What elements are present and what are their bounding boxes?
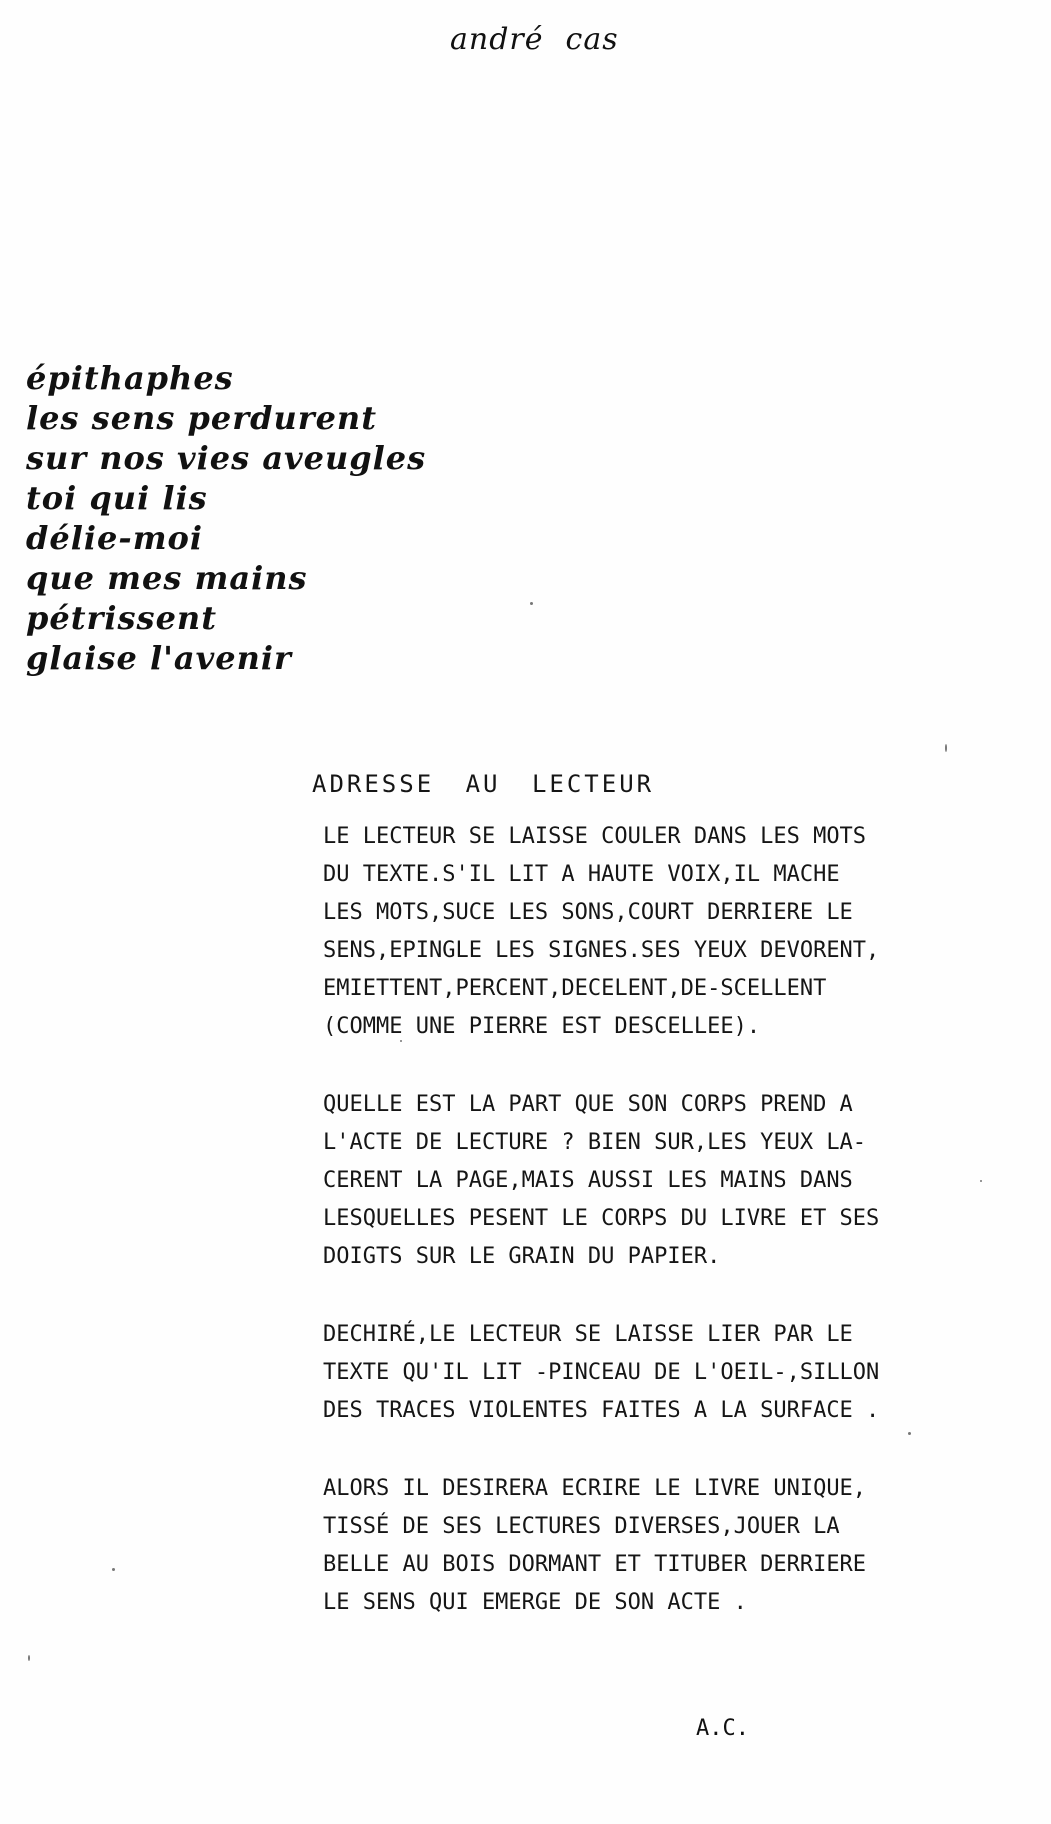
essay-paragraph <box>323 818 1015 1046</box>
scan-speck <box>28 1655 30 1661</box>
essay-paragraph <box>323 1470 1015 1622</box>
essay-line: EMIETTENT,PERCENT,DECELENT,DE-SCELLENT <box>323 976 827 1001</box>
essay-line: SENS,EPINGLE LES SIGNES.SES YEUX DEVORENT, <box>323 938 880 963</box>
essay-line: DOIGTS SUR LE GRAIN DU PAPIER. <box>323 1244 721 1269</box>
poem-line: que mes mains <box>26 559 308 597</box>
poem-line: glaise l'avenir <box>26 639 292 677</box>
poem-line: toi qui lis <box>26 479 208 517</box>
essay-line: DU TEXTE.S'IL LIT A HAUTE VOIX,IL MACHE <box>323 862 840 887</box>
essay-title: ADRESSE AU LECTEUR <box>312 770 655 798</box>
essay-line: TEXTE QU'IL LIT -PINCEAU DE L'OEIL-,SILLON <box>323 1360 880 1385</box>
essay-line: ALORS IL DESIRERA ECRIRE LE LIVRE UNIQUE, <box>323 1476 867 1501</box>
poem-line: délie-moi <box>26 519 204 557</box>
author-name <box>450 22 619 57</box>
poem-line: épithaphes <box>26 359 234 397</box>
signature-initials: A.C. <box>696 1716 749 1741</box>
essay-line: LESQUELLES PESENT LE CORPS DU LIVRE ET SES <box>323 1206 880 1231</box>
scan-speck <box>945 744 947 752</box>
poem <box>26 358 426 678</box>
scan-speck <box>112 1568 115 1571</box>
essay-line: BELLE AU BOIS DORMANT ET TITUBER DERRIERE <box>323 1552 867 1577</box>
author-first-name: andré <box>450 22 544 57</box>
essay-line: LE LECTEUR SE LAISSE COULER DANS LES MOTS <box>323 824 867 849</box>
essay-paragraph <box>323 1316 1015 1430</box>
poem-line: pétrissent <box>26 599 217 637</box>
author-last-name: cas <box>565 22 619 57</box>
essay-line: (COMME UNE PIERRE EST DESCELLEE). <box>323 1014 761 1039</box>
essay-line: CERENT LA PAGE,MAIS AUSSI LES MAINS DANS <box>323 1168 853 1193</box>
poem-line: les sens perdurent <box>26 399 377 437</box>
essay-line: DECHIRÉ,LE LECTEUR SE LAISSE LIER PAR LE <box>323 1322 853 1347</box>
essay-paragraph <box>323 1086 1015 1276</box>
poem-line: sur nos vies aveugles <box>26 439 427 477</box>
essay-line: QUELLE EST LA PART QUE SON CORPS PREND A <box>323 1092 853 1117</box>
scan-speck <box>530 602 533 605</box>
essay-line: LE SENS QUI EMERGE DE SON ACTE . <box>323 1590 747 1615</box>
essay-line: LES MOTS,SUCE LES SONS,COURT DERRIERE LE <box>323 900 853 925</box>
essay-line: L'ACTE DE LECTURE ? BIEN SUR,LES YEUX LA- <box>323 1130 867 1155</box>
essay-line: TISSÉ DE SES LECTURES DIVERSES,JOUER LA <box>323 1514 840 1539</box>
essay-line: DES TRACES VIOLENTES FAITES A LA SURFACE . <box>323 1398 880 1423</box>
essay <box>312 770 1015 1662</box>
